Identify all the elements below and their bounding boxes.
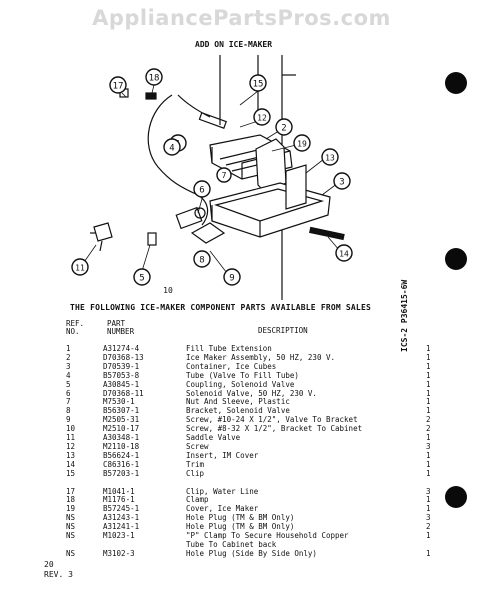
svg-text:8: 8 bbox=[199, 255, 205, 266]
quantity-cell: 3 bbox=[426, 441, 431, 451]
ref-cell: 19 bbox=[66, 504, 76, 514]
quantity-cell: 1 bbox=[426, 548, 431, 558]
description-cell: Tube To Cabinet back bbox=[186, 539, 277, 549]
quantity-cell: 1 bbox=[426, 504, 431, 514]
description-cell: "P" Clamp To Secure Household Copper bbox=[186, 531, 349, 540]
part-header-line1: PART bbox=[107, 319, 126, 328]
callout-18 bbox=[146, 69, 162, 85]
part-number-cell: M2110-18 bbox=[103, 441, 140, 451]
coupling bbox=[148, 233, 156, 245]
callout-5 bbox=[134, 269, 150, 285]
description-cell: Cover, Ice Maker bbox=[186, 504, 259, 514]
svg-text:13: 13 bbox=[325, 153, 335, 163]
table-row bbox=[0, 549, 483, 559]
description-header: DESCRIPTION bbox=[258, 326, 308, 335]
ref-cell: NS bbox=[66, 531, 76, 540]
description-cell: Trim bbox=[186, 459, 205, 469]
callout-4 bbox=[164, 139, 180, 155]
part-number-cell: A31274-4 bbox=[103, 344, 140, 353]
description-cell: Saddle Valve bbox=[186, 433, 241, 442]
description-cell: Clamp bbox=[186, 495, 209, 505]
callout-6 bbox=[194, 181, 210, 197]
ref-cell: 14 bbox=[66, 459, 76, 469]
part-number-cell: D70368-13 bbox=[103, 352, 144, 362]
callout-2 bbox=[276, 119, 292, 135]
ref-cell: 15 bbox=[66, 468, 76, 478]
ref-cell: 12 bbox=[66, 441, 76, 451]
callout-14 bbox=[336, 245, 352, 261]
ref-no-header bbox=[66, 320, 84, 336]
quantity-cell: 1 bbox=[426, 433, 431, 442]
ref-cell: 17 bbox=[66, 486, 76, 496]
description-cell: Clip bbox=[186, 468, 205, 478]
page-number: 20 bbox=[44, 560, 54, 569]
table-row bbox=[0, 469, 483, 479]
description-cell: Solenoid Valve, 50 HZ, 230 V. bbox=[186, 388, 317, 398]
quantity-cell: 1 bbox=[426, 468, 431, 478]
binder-hole-middle bbox=[445, 248, 467, 270]
svg-text:17: 17 bbox=[112, 81, 124, 92]
part-number-cell: A31241-1 bbox=[103, 522, 140, 532]
part-number-cell: B57245-1 bbox=[103, 504, 140, 514]
quantity-cell: 1 bbox=[426, 531, 431, 540]
ref-cell: NS bbox=[66, 513, 76, 523]
svg-text:12: 12 bbox=[257, 113, 267, 123]
callout-15 bbox=[250, 75, 266, 91]
ref-cell: 8 bbox=[66, 406, 71, 416]
quantity-cell: 1 bbox=[426, 495, 431, 505]
water-tube bbox=[148, 95, 207, 225]
svg-text:14: 14 bbox=[339, 249, 349, 259]
part-number-cell: A30348-1 bbox=[103, 433, 140, 442]
part-header-line2: NUMBER bbox=[107, 327, 135, 336]
ref-cell: 5 bbox=[66, 379, 71, 389]
svg-text:11: 11 bbox=[75, 263, 85, 273]
svg-text:9: 9 bbox=[229, 273, 235, 284]
quantity-cell: 1 bbox=[426, 352, 431, 362]
part-number-cell: B57203-1 bbox=[103, 468, 140, 478]
page-title: ADD ON ICE-MAKER bbox=[195, 40, 273, 49]
description-cell: Hole Plug (Side By Side Only) bbox=[186, 548, 317, 558]
quantity-cell: 1 bbox=[426, 379, 431, 389]
quantity-cell: 1 bbox=[426, 388, 431, 398]
ref-cell: 11 bbox=[66, 433, 76, 442]
svg-text:6: 6 bbox=[199, 185, 205, 196]
ref-header-line2: NO. bbox=[66, 327, 80, 336]
svg-text:2: 2 bbox=[281, 123, 287, 134]
side-code: ICS-2 P36415-6W bbox=[400, 279, 409, 352]
callout-8 bbox=[194, 251, 210, 267]
callout-9 bbox=[224, 269, 240, 285]
watermark: AppliancePartsPros.com bbox=[92, 6, 391, 30]
quantity-cell: 2 bbox=[426, 415, 431, 425]
ref-cell: 2 bbox=[66, 352, 71, 362]
ref-cell: 6 bbox=[66, 388, 71, 398]
clamp bbox=[146, 93, 156, 99]
part-number-cell: C86316-1 bbox=[103, 459, 140, 469]
svg-text:5: 5 bbox=[139, 273, 145, 284]
section-heading: THE FOLLOWING ICE-MAKER COMPONENT PARTS AVAILABLE FROM SALES bbox=[70, 303, 371, 312]
ref-cell: 13 bbox=[66, 450, 76, 460]
part-number-cell: D70539-1 bbox=[103, 361, 140, 371]
im-cover-insert bbox=[286, 165, 306, 209]
part-number-cell: B56624-1 bbox=[103, 450, 140, 460]
callout-12 bbox=[254, 109, 270, 125]
part-number-header bbox=[107, 320, 134, 336]
svg-text:16: 16 bbox=[291, 286, 301, 295]
callout-13 bbox=[322, 149, 338, 165]
svg-text:18: 18 bbox=[148, 73, 160, 84]
part-number-cell: M2505-31 bbox=[103, 415, 140, 425]
ref-cell: 10 bbox=[66, 424, 76, 434]
description-cell: Clip, Water Line bbox=[186, 486, 259, 496]
quantity-cell: 2 bbox=[426, 424, 431, 434]
quantity-cell: 1 bbox=[426, 397, 431, 407]
ref-cell: 3 bbox=[66, 361, 71, 371]
part-number-cell: M7530-1 bbox=[103, 397, 135, 407]
quantity-cell: 1 bbox=[426, 344, 431, 353]
svg-text:3: 3 bbox=[339, 177, 345, 188]
description-cell: Fill Tube Extension bbox=[186, 344, 272, 353]
description-cell: Insert, IM Cover bbox=[186, 450, 259, 460]
description-cell: Tube (Valve To Fill Tube) bbox=[186, 370, 299, 380]
ref-cell: 4 bbox=[66, 370, 71, 380]
svg-text:4: 4 bbox=[169, 143, 175, 154]
svg-text:15: 15 bbox=[252, 79, 264, 90]
callout-10 bbox=[163, 286, 173, 295]
callout-17 bbox=[110, 77, 126, 93]
quantity-cell: 1 bbox=[426, 450, 431, 460]
quantity-cell: 1 bbox=[426, 459, 431, 469]
ref-cell: NS bbox=[66, 522, 76, 532]
callout-7 bbox=[217, 168, 231, 182]
svg-text:19: 19 bbox=[297, 139, 307, 149]
description-cell: Ice Maker Assembly, 50 HZ, 230 V. bbox=[186, 352, 336, 362]
description-cell: Hole Plug (TM & BM Only) bbox=[186, 513, 295, 523]
description-cell: Screw bbox=[186, 441, 209, 451]
callout-11 bbox=[72, 259, 88, 275]
trim bbox=[310, 228, 344, 240]
quantity-cell: 3 bbox=[426, 513, 431, 523]
ref-cell: 1 bbox=[66, 344, 71, 353]
callout-19 bbox=[294, 135, 310, 151]
part-number-cell: A31243-1 bbox=[103, 513, 140, 523]
ref-cell: 18 bbox=[66, 495, 76, 505]
svg-text:10: 10 bbox=[163, 286, 173, 295]
description-cell: Nut And Sleeve, Plastic bbox=[186, 397, 290, 407]
fill-tube-extension bbox=[178, 95, 226, 128]
ref-cell: 7 bbox=[66, 397, 71, 407]
callout-3 bbox=[334, 173, 350, 189]
part-number-cell: B57053-8 bbox=[103, 370, 140, 380]
quantity-cell: 3 bbox=[426, 486, 431, 496]
ref-cell: NS bbox=[66, 548, 76, 558]
part-number-cell: M1176-1 bbox=[103, 495, 135, 505]
part-number-cell: M1023-1 bbox=[103, 531, 135, 540]
svg-text:7: 7 bbox=[221, 171, 227, 180]
description-cell: Bracket, Solenoid Valve bbox=[186, 406, 290, 416]
part-number-cell: B56307-1 bbox=[103, 406, 140, 416]
description-cell: Screw, #10-24 X 1/2", Valve To Bracket bbox=[186, 415, 358, 425]
ref-cell: 9 bbox=[66, 415, 71, 425]
revision: REV. 3 bbox=[44, 570, 73, 579]
description-cell: Coupling, Solenoid Valve bbox=[186, 379, 295, 389]
part-number-cell: M3102-3 bbox=[103, 548, 135, 558]
saddle-valve bbox=[90, 223, 112, 251]
part-number-cell: M1041-1 bbox=[103, 486, 135, 496]
quantity-cell: 2 bbox=[426, 522, 431, 532]
quantity-cell: 1 bbox=[426, 406, 431, 416]
exploded-parts-diagram bbox=[60, 55, 390, 300]
part-number-cell: M2510-17 bbox=[103, 424, 140, 434]
description-cell: Hole Plug (TM & BM Only) bbox=[186, 522, 295, 532]
description-cell: Screw, #8-32 X 1/2", Bracket To Cabinet bbox=[186, 424, 363, 434]
quantity-cell: 1 bbox=[426, 361, 431, 371]
binder-hole-top bbox=[445, 72, 467, 94]
description-cell: Container, Ice Cubes bbox=[186, 361, 277, 371]
part-number-cell: A30845-1 bbox=[103, 379, 140, 389]
callout-16 bbox=[291, 286, 301, 295]
part-number-cell: D70368-11 bbox=[103, 388, 144, 398]
ref-header-line1: REF. bbox=[66, 319, 85, 328]
quantity-cell: 1 bbox=[426, 370, 431, 380]
